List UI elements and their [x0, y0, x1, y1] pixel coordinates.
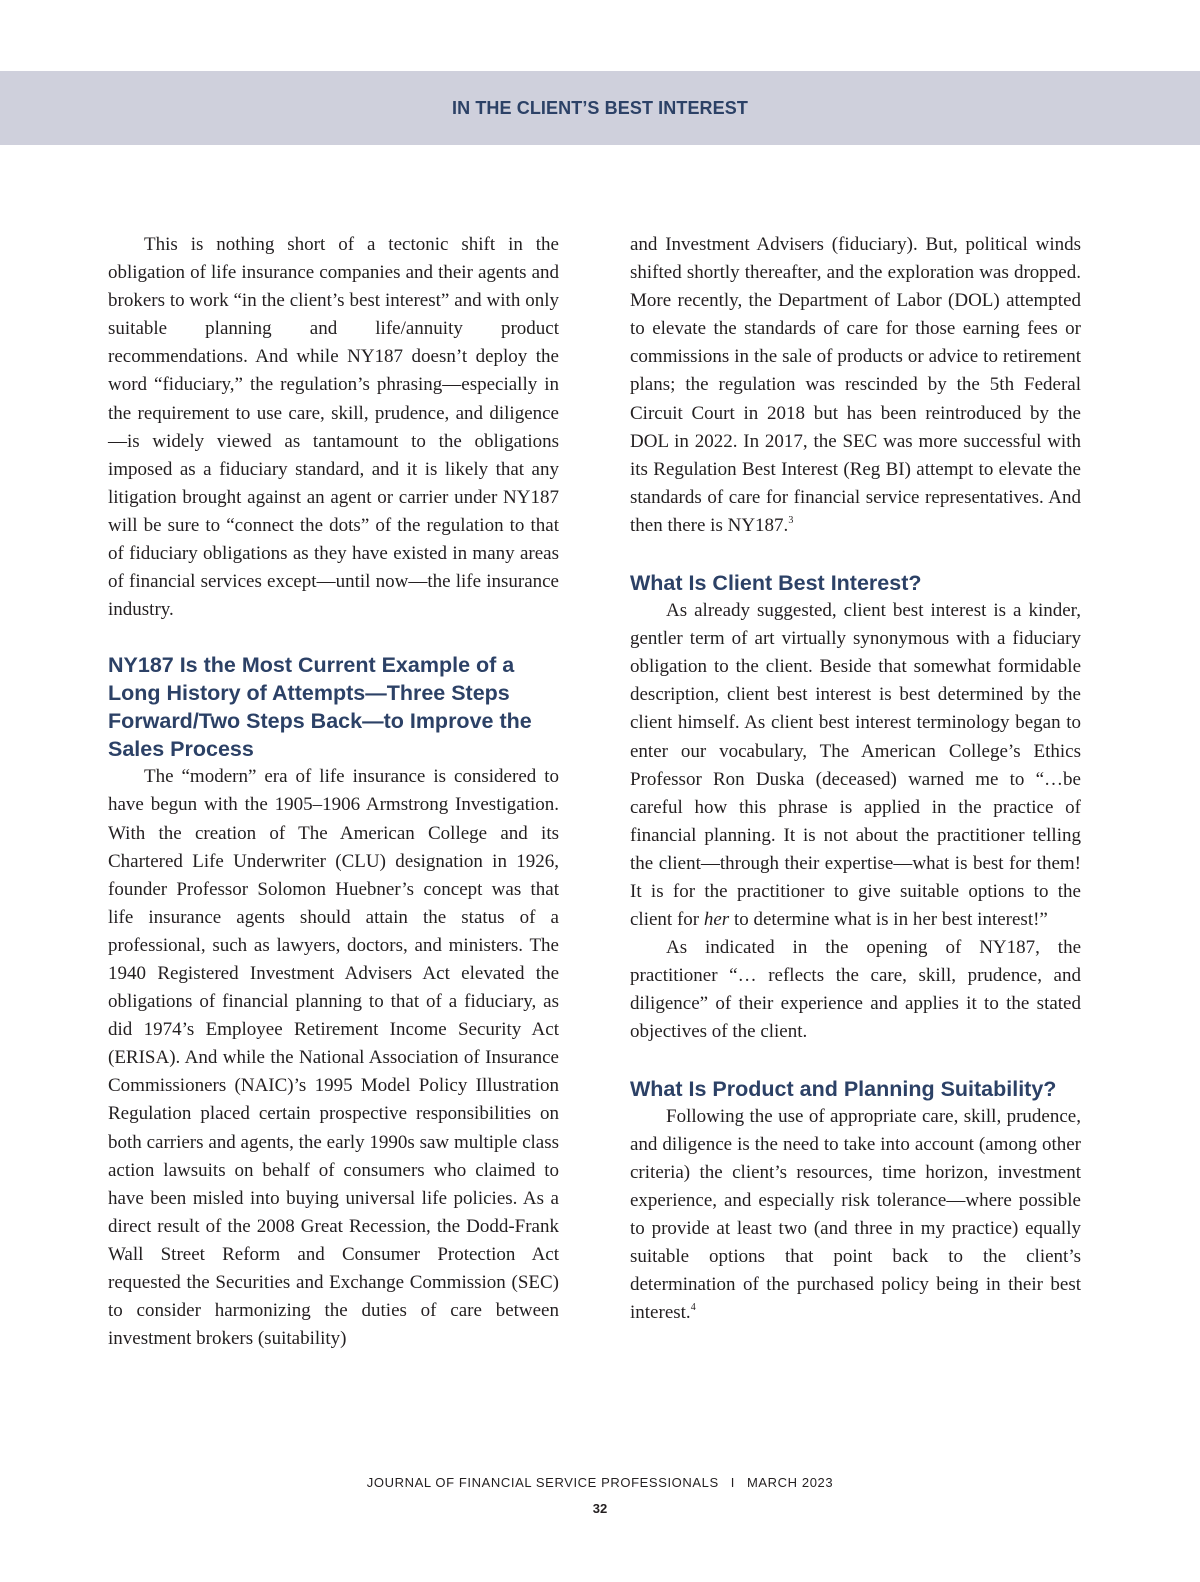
section-heading: What Is Client Best Interest?: [630, 571, 922, 596]
page-footer: [0, 1475, 1200, 1490]
paragraph-text: Following the use of appropriate care, skill, prudence, and diligence is the need to take into account (among other criteria) the client’s resources, time horizon, investment experience, and especially risk tolerance—where possible to provide at least two (and three in my practice) equally suitable options that point back to the client’s determination of the purchased policy being in their best interest.: [630, 1105, 1081, 1324]
page-number: 32: [592, 1501, 608, 1516]
body-paragraph: [630, 597, 1081, 934]
body-paragraph: [630, 1103, 1081, 1328]
emphasis-text: her: [703, 909, 730, 931]
right-column: [630, 231, 1081, 1327]
section-heading: NY187 Is the Most Current Example of a Long History of Attempts—Three Steps Forward/Two Steps Back—to Improve the Sales Process: [108, 653, 532, 762]
section-heading: What Is Product and Planning Suitability?: [630, 1076, 1057, 1101]
journal-name: JOURNAL OF FINANCIAL SERVICE PROFESSIONALS: [366, 1475, 719, 1490]
page-header-title: IN THE CLIENT’S BEST INTEREST: [452, 98, 748, 118]
paragraph-text: and Investment Advisers (fiduciary). But, political winds shifted shortly thereafter, and the exploration was dropped. More recently, the Department of Labor (DOL) attempted to elevate the standards of care for those earning fees or commissions in the sale of products or advice to retirement plans; the regulation was rescinded by the 5th Federal Circuit Court in 2018 but has been reintroduced by the DOL in 2022. In 2017, the SEC was more successful with its Regulation Best Interest (Reg BI) attempt to elevate the standards of care for financial service representatives. And then there is NY187.: [630, 234, 1081, 536]
paragraph-text: to determine what is in her best interest!”: [729, 909, 1048, 931]
paragraph-text: As already suggested, client best interest is a kinder, gentler term of art virtually synonymous with a fiduciary obligation to the client. Beside that somewhat formidable description, client best interest is best determined by the client himself. As client best interest terminology began to enter our vocabulary, The American College’s Ethics Professor Ron Duska (deceased) warned me to “…be careful how this phrase is applied in the practice of financial planning. It is not about the practitioner telling the client—through their expertise—what is best for them! It is for the practitioner to give suitable options to the client for: [630, 600, 1081, 931]
footer-separator: I: [730, 1475, 735, 1490]
body-paragraph: [630, 231, 1081, 540]
footnote-marker: 4: [690, 1302, 696, 1314]
issue-date: MARCH 2023: [746, 1475, 834, 1490]
body-paragraph: This is nothing short of a tectonic shift in the obligation of life insurance companies and their agents and brokers to work “in the client’s best interest” and with only suitable planning and life/annuity product recommendations. And while NY187 doesn’t deploy the word “fiduciary,” the regulation’s phrasing—especially in the requirement to use care, skill, prudence, and diligence—is widely viewed as tantamount to the obligations imposed as a fiduciary standard, and it is likely that any litigation brought against an agent or carrier under NY187 will be sure to “connect the dots” of the regulation to that of fiduciary obligations as they have existed in many areas of financial services except—until now—the life insurance industry.: [108, 234, 559, 621]
left-column: [108, 231, 559, 1353]
body-paragraph: The “modern” era of life insurance is considered to have begun with the 1905–1906 Armstrong Investigation. With the creation of The American College and its Chartered Life Underwriter (CLU) designation in 1926, founder Professor Solomon Huebner’s concept was that life insurance agents should attain the status of a professional, such as lawyers, doctors, and ministers. The 1940 Registered Investment Advisers Act elevated the obligations of financial planning to that of a fiduciary, as did 1974’s Employee Retirement Income Security Act (ERISA). And while the National Association of Insurance Commissioners (NAIC)’s 1995 Model Policy Illustration Regulation placed certain prospective responsibilities on both carriers and agents, the early 1990s saw multiple class action lawsuits on behalf of consumers who claimed to have been misled into buying universal life policies. As a direct result of the 2008 Great Recession, the Dodd-Frank Wall Street Reform and Consumer Protection Act requested the Securities and Exchange Commission (SEC) to consider harmonizing the duties of care between investment brokers (suitability): [108, 766, 559, 1350]
footnote-marker: 3: [788, 514, 794, 526]
body-paragraph: As indicated in the opening of NY187, the practitioner “… reflects the care, skill, prudence, and diligence” of their experience and applies it to the stated objectives of the client.: [630, 937, 1081, 1043]
